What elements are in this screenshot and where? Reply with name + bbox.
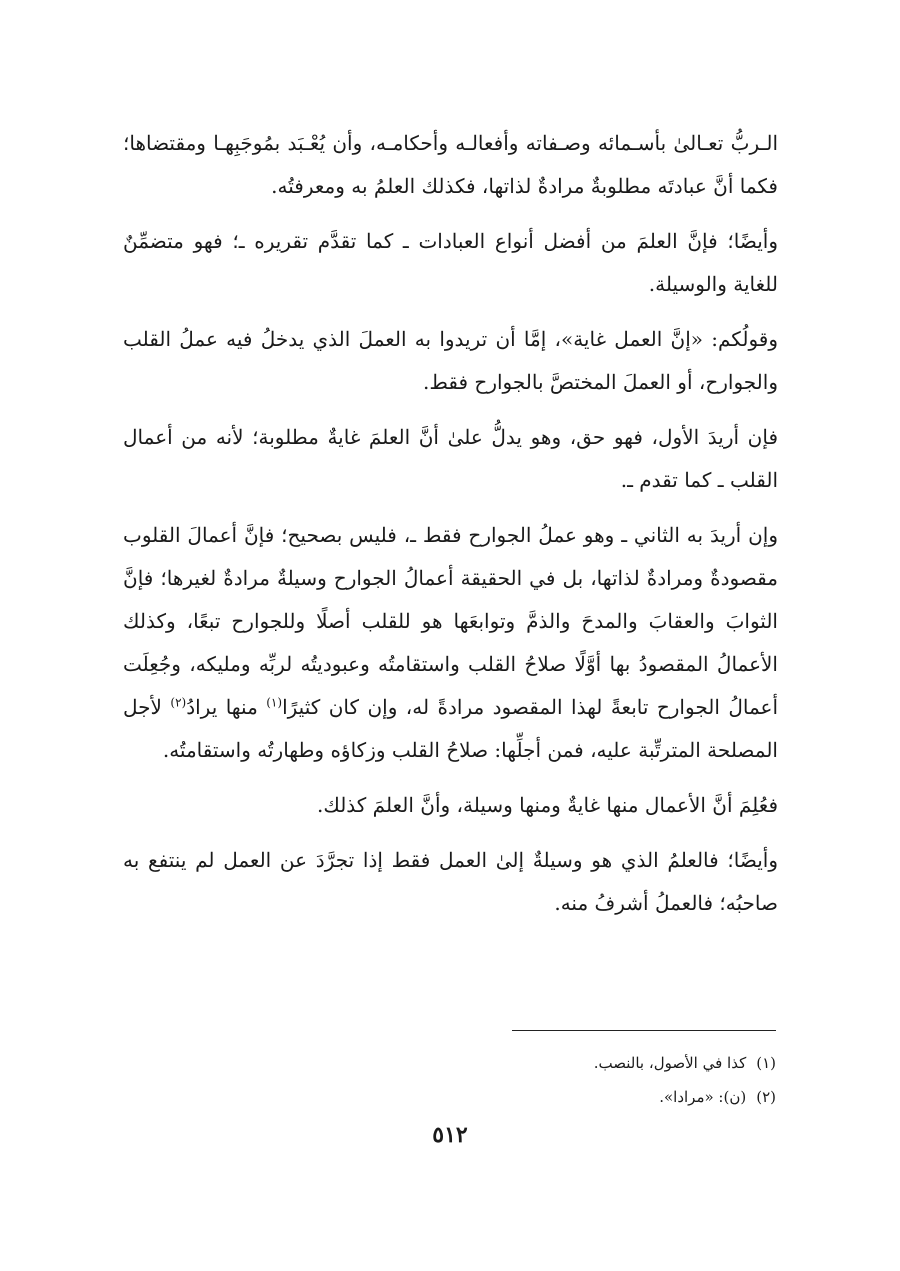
footnote-divider [512, 1030, 776, 1031]
footnote-1-number: (١) [756, 1054, 776, 1072]
paragraph-5-part-2: منها يرادُ [186, 695, 267, 719]
footnote-2-text: (ن): «مرادا». [659, 1088, 747, 1106]
paragraph-2: وأيضًا؛ فإنَّ العلمَ من أفضل أنواع العبادات ـ كما تقدَّم تقريره ـ؛ فهو متضمِّنٌ للغاية والوسيلة. [123, 229, 778, 296]
paragraph-6: فعُلِمَ أنَّ الأعمال منها غايةٌ ومنها وسيلة، وأنَّ العلمَ كذلك. [316, 793, 778, 817]
paragraph-1: الـربُّ تعـالىٰ بأسـمائه وصـفاته وأفعالـه وأحكامـه، وأن يُعْـبَد بمُوجَبِهـا ومقتضاها؛ فكما أنَّ عبادتَه مطلوبةٌ مرادةٌ لذاتها، فكذلك العلمُ به ومعرفتُه. [123, 131, 778, 198]
paragraph-3: وقولُكم: «إنَّ العمل غاية»، إمَّا أن تريدوا به العملَ الذي يدخلُ فيه عملُ القلب والجوارح، أو العملَ المختصَّ بالجوارح فقط. [123, 327, 778, 394]
page-number: ٥١٢ [432, 1122, 468, 1148]
footnote-1 [400, 1046, 776, 1080]
paragraph-7: وأيضًا؛ فالعلمُ الذي هو وسيلةٌ إلىٰ العمل فقط إذا تجرَّدَ عن العمل لم ينتفع به صاحبُه؛ فالعملُ أشرفُ منه. [123, 848, 778, 915]
paragraph-4: فإن أريدَ الأول، فهو حق، وهو يدلُّ علىٰ أنَّ العلمَ غايةٌ مطلوبة؛ لأنه من أعمال القلب ـ كما تقدم ـ. [123, 425, 778, 492]
paragraph-5-part-3: لأجل المصلحة المترتِّبة عليه، فمن أجلِّها: صلاحُ القلب وزكاؤه وطهارتُه واستقامتُه. [123, 695, 778, 762]
footnote-ref-1: (١) [266, 695, 283, 710]
footnotes [400, 1046, 776, 1114]
paragraph-5 [123, 514, 778, 772]
footnote-2-number: (٢) [756, 1088, 776, 1106]
main-text [123, 122, 778, 937]
paragraph-5-part-1: وإن أريدَ به الثاني ـ وهو عملُ الجوارح فقط ـ، فليس بصحيح؛ فإنَّ أعمالَ القلوب مقصودةٌ ومرادةٌ لذاتها، بل في الحقيقة أعمالُ الجوارح وسيلةٌ مرادةٌ لغيرها؛ فإنَّ الثوابَ والعقابَ والمدحَ والذمَّ وتوابعَها هو للقلب أصلًا وللجوارح تبعًا، وكذلك الأعمالُ المقصودُ بها أوَّلًا صلاحُ القلب واستقامتُه وعبوديتُه لربِّه ومليكه، وجُعِلَت أعمالُ الجوارح تابعةً لهذا المقصود مرادةً له، وإن كان كثيرًا [123, 523, 779, 719]
footnote-ref-2: (٢) [170, 695, 187, 710]
footnote-1-text: كذا في الأصول، بالنصب. [593, 1054, 747, 1072]
footnote-2 [400, 1080, 776, 1114]
